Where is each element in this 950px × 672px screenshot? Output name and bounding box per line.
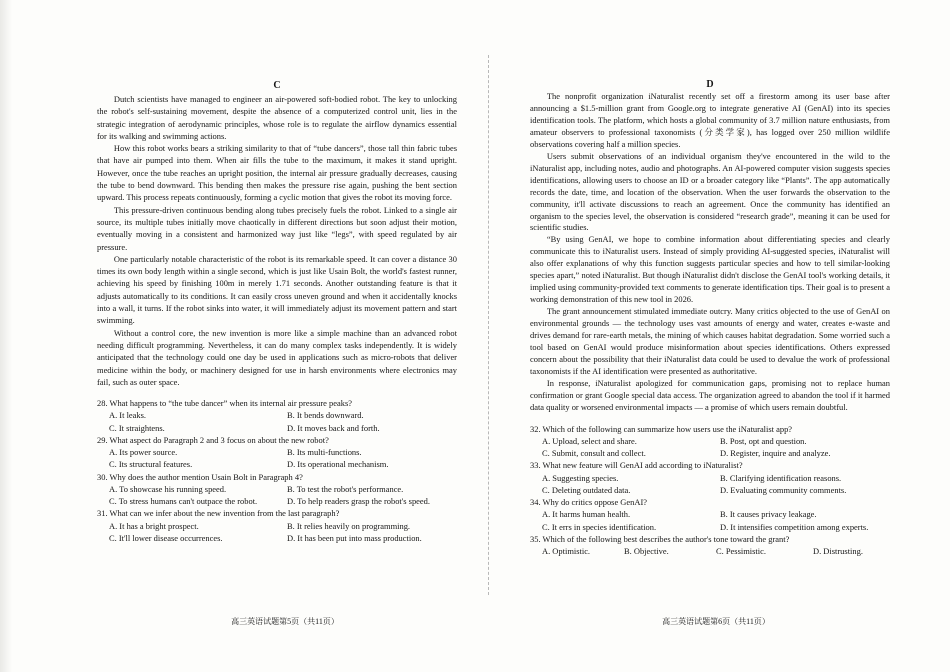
question-35: [530, 533, 890, 558]
question-31: [97, 507, 457, 544]
option-a: A. Optimistic.: [542, 546, 591, 557]
answer-options: [530, 435, 890, 460]
option-a: A. Its power source.: [109, 447, 178, 458]
question-32: [530, 423, 890, 460]
section-heading-c: C: [273, 80, 281, 91]
question-stem: 30. Why does the author mention Usain Bolt in Paragraph 4?: [97, 471, 303, 482]
option-a: A. Suggesting species.: [542, 472, 619, 483]
passage-c-paragraph-1: Dutch scientists have managed to engineer an air-powered soft-bodied robot. The key to unlocking the robot's self-sustaining movement, despite the absence of a computerized control unit, lies in the strategic integration of aerodynamic principles, whose role is to regulate the airflow dynamics essential for its walking and swimming actions.: [97, 94, 457, 141]
option-d: D. It intensifies competition among experts.: [720, 521, 869, 532]
page-footer-left: 高三英语试题第5页（共11页）: [231, 617, 339, 626]
question-28: [97, 397, 457, 434]
answer-options: [530, 508, 890, 533]
answer-options: [97, 409, 457, 434]
question-30: [97, 471, 457, 508]
passage-d-paragraph-5: In response, iNaturalist apologized for communication gaps, promising not to replace human confirmation or grant Google special data access. The organization agreed to abandon the tool if it harmed data quality or worsened environmental impacts — a promise of which users remain doubtful.: [530, 377, 890, 412]
passage-c-paragraph-3: This pressure-driven continuous bending along tubes precisely fuels the robot. Linked to a single air source, its multiple tubes initially move chaotically in different directions but soon adjust their motion, eventually moving in a consistent and harmonized way just like “legs”, with speed regulated by air pressure.: [97, 204, 457, 252]
option-d: D. Its operational mechanism.: [287, 459, 389, 470]
question-stem: 34. Why do critics oppose GenAI?: [530, 497, 648, 508]
question-stem: 33. What new feature will GenAI add according to iNaturalist?: [530, 460, 743, 471]
option-c: C. It'll lower disease occurrences.: [109, 532, 223, 543]
column-divider: [488, 55, 489, 595]
option-c: C. Deleting outdated data.: [542, 484, 631, 495]
option-c: C. It straightens.: [109, 422, 165, 433]
option-c: C. It errs in species identification.: [542, 521, 657, 532]
answer-options: [97, 446, 457, 471]
question-stem: 35. Which of the following best describes the author's tone toward the grant?: [530, 533, 790, 544]
passage-c-column: [97, 0, 457, 544]
option-a: A. It harms human health.: [542, 509, 631, 520]
option-d: D. To help readers grasp the robot's speed.: [287, 496, 430, 507]
option-b: B. It relies heavily on programming.: [287, 520, 411, 531]
passage-d-paragraph-2: Users submit observations of an individual organism they've encountered in the wild to the iNaturalist app, including notes, audio and photographs. An AI-powered computer vision suggests species identifications, allowing users to choose an ID or a broader category like “Plants”. The app automatically records the date, time, and location of the observation. When the user forwards the observation to the community, it'll activate discussions to reach an agreement. Once the community has identified an organism to the species level, the observation is considered “research grade”, meaning it can be used for scientific studies.: [530, 150, 890, 233]
passage-c-paragraph-4: One particularly notable characteristic of the robot is its remarkable speed. It can cover a distance 30 times its own body length within a single second, which is just like Usain Bolt, the world's fastest runner, achieving his speed by finishing 100m in merely 1.71 seconds. Another outstanding feature is that it adjusts automatically to its conditions. It can easily cross uneven ground and when it accidentally knocks into a wall, it turns. If the robot sinks into water, it will immediately adjust its movement pattern and start swimming.: [97, 253, 457, 326]
option-d: D. It has been put into mass production.: [287, 532, 422, 543]
question-stem: 32. Which of the following can summarize how users use the iNaturalist app?: [530, 423, 793, 434]
section-heading-d: D: [706, 79, 714, 90]
answer-options: [530, 472, 890, 497]
option-d: D. Evaluating community comments.: [720, 484, 847, 495]
option-d: D. Distrusting.: [813, 546, 863, 557]
passage-d-paragraph-3: “By using GenAI, we hope to combine information about differentiating species and clearly communicate this to iNaturalist users. Instead of simply providing AI-suggested species, iNaturalist will also offer explanations of why this function suggests particular species and how to tell similar-looking species apart,” noted iNaturalist. But though iNaturalist didn't disclose the GenAI tool's working details, it implied using community-provided text comments to generate identification tips. Their goal is to present a working demonstration of this new tool in 2026.: [530, 234, 890, 305]
answer-options: [97, 483, 457, 508]
option-b: B. It bends downward.: [287, 410, 364, 421]
passage-c-paragraph-2: How this robot works bears a striking similarity to that of “tube dancers”, those tall thin fabric tubes that have air pumped into them. When air fills the tube to the maximum, it makes it stand upright. However, once the tube reaches an upright position, the internal air pressure gradually decreases, causing the tube to bend downward. This bending then makes the pressure rise again, pushing the bent section upward. This process repeats continuously, forming a cyclic motion that gives the robot its moving force.: [97, 143, 457, 203]
option-c: C. Submit, consult and collect.: [542, 448, 646, 459]
option-a: A. Upload, select and share.: [542, 435, 637, 446]
passage-d-paragraph-1: The nonprofit organization iNaturalist recently set off a firestorm among its user base after announcing a $1.5-million grant from Google.org to integrate generative AI (GenAI) into its species identification tools. The platform, which hosts a global community of 3.7 million nature enthusiasts, from amateur observers to professional taxonomists (分类学家), has logged over 250 million wildlife observations covering half a million species.: [530, 91, 890, 149]
option-c: C. To stress humans can't outpace the robot.: [109, 496, 258, 507]
answer-options: [97, 520, 457, 545]
option-d: D. Register, inquire and analyze.: [720, 448, 831, 459]
passage-c-paragraph-5: Without a control core, the new invention is more like a simple machine than an advanced robot needing difficult programming. Nevertheless, it can do many complex tasks independently. It is widely anticipated that the technology could one day be used in applications such as micro-robots that deliver medicine within the body, or machinery designed for use in harsh environments where electronics may fail, such as outer space.: [97, 327, 457, 387]
passage-d-column: [530, 0, 890, 557]
question-block-c: [97, 397, 457, 544]
option-a: A. To showcase his running speed.: [109, 483, 227, 494]
option-c: C. Its structural features.: [109, 459, 193, 470]
option-b: B. It causes privacy leakage.: [720, 509, 817, 520]
option-c: C. Pessimistic.: [716, 546, 766, 557]
option-a: A. It leaks.: [109, 410, 147, 421]
option-b: B. Its multi-functions.: [287, 447, 362, 458]
question-stem: 31. What can we infer about the new invention from the last paragraph?: [97, 508, 340, 519]
passage-d-paragraph-4: The grant announcement stimulated immediate outcry. Many critics objected to the use of GenAI on environmental grounds — the technology uses vast amounts of energy and water, creates e-waste and drives demand for rare-earth metals, the mining of which causes habitat degradation. Some worried such a tool based on GenAI would produce misinformation about species identifications. Others expressed concern about the possibility that their iNaturalist data could be used to devalue the work of professional taxonomists if the AI identification were presented as authoritative.: [530, 306, 890, 376]
option-a: A. It has a bright prospect.: [109, 520, 199, 531]
question-stem: 29. What aspect do Paragraph 2 and 3 focus on about the new robot?: [97, 434, 329, 445]
question-stem: 28. What happens to “the tube dancer” when its internal air pressure peaks?: [97, 398, 352, 409]
option-b: B. Clarifying identification reasons.: [720, 472, 842, 483]
answer-options: [530, 545, 890, 557]
question-33: [530, 459, 890, 496]
question-block-d: [530, 423, 890, 558]
option-b: B. Post, opt and question.: [720, 435, 807, 446]
question-34: [530, 496, 890, 533]
option-b: B. To test the robot's performance.: [287, 483, 404, 494]
page-edge-shadow: [0, 0, 12, 672]
option-d: D. It moves back and forth.: [287, 422, 380, 433]
question-29: [97, 434, 457, 471]
option-b: B. Objective.: [624, 546, 669, 557]
page-footer-right: 高三英语试题第6页（共11页）: [662, 617, 770, 626]
